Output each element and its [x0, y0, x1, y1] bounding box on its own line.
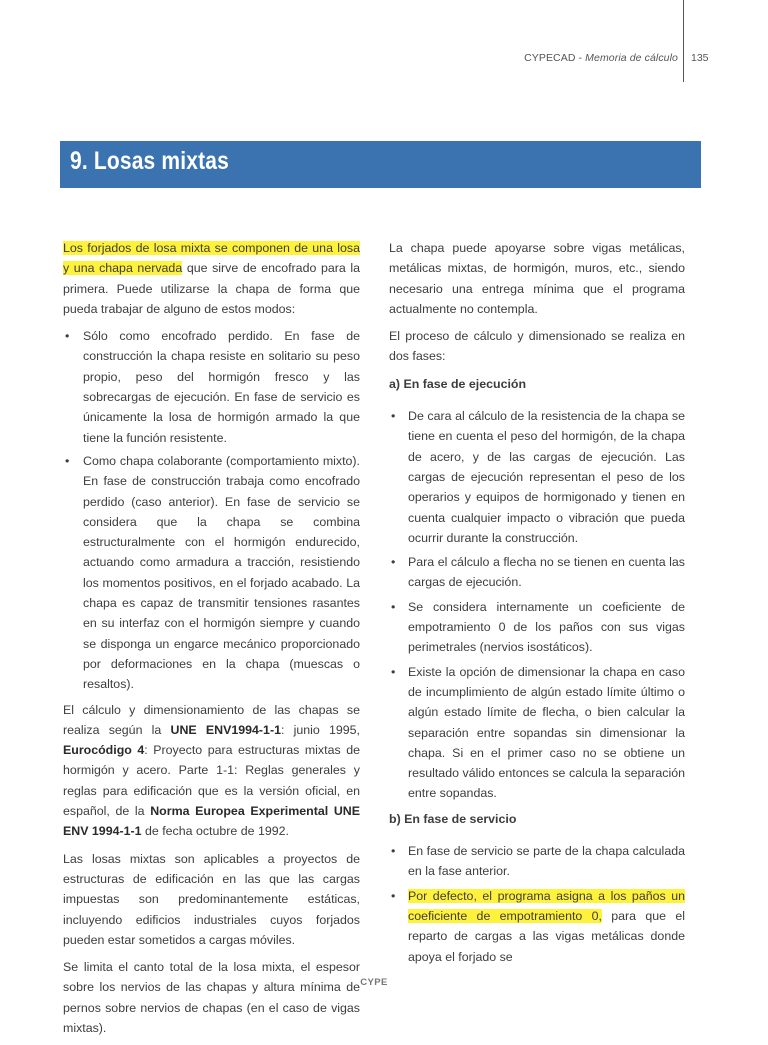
limits-paragraph: Se limita el canto total de la losa mixta, el espesor sobre los nervios de las chapas y altura mínima de pernos sobre nervios de chapas (en el caso de vigas mixtas).	[63, 960, 360, 1035]
left-column	[63, 238, 360, 1045]
phases-paragraph: El proceso de cálculo y dimensionado se realiza en dos fases:	[389, 329, 685, 364]
highlighted-text: Por defecto, el programa asigna a los paños un coeficiente de empotramiento 0,	[408, 888, 685, 923]
standards-paragraph: El cálculo y dimensionamiento de las chapas se realiza según la UNE ENV1994-1-1: junio 1995, Eurocódigo 4: Proyecto para estructuras mixtas de hormigón y acero. Parte 1-1: Reglas generales y reglas para edificación que es la versión oficial, en español, de la Norma Europea Experimental UNE ENV 1994-1-1 de fecha octubre de 1992.	[63, 702, 361, 839]
section-title: 9. Losas mixtas	[70, 147, 229, 175]
intro-paragraph: Los forjados de losa mixta se componen de una losa y una chapa nervada que sirve de encofrado para la primera. Puede utilizarse la chapa de forma que pueda trabajar de alguno de estos modos:	[63, 241, 361, 316]
heading-service-phase: b) En fase de servicio	[389, 811, 517, 826]
list-item: • Para el cálculo a flecha no se tienen en cuenta las cargas de ejecución.	[389, 552, 685, 593]
doc-title: Memoria de cálculo	[585, 52, 678, 64]
footer-label: CYPE	[360, 977, 388, 988]
list-item: • Sólo como encofrado perdido. En fase de construcción la chapa resiste en solitario su peso propio, peso del hormigón fresco y las sobrecargas de ejecución. En fase de servicio es únicamente la losa de hormigón armado la que tiene la función resistente.	[63, 326, 360, 448]
doc-prefix: CYPECAD -	[524, 52, 586, 64]
list-item: • Como chapa colaborante (comportamiento mixto). En fase de construcción trabaja como encofrado perdido (caso anterior). En fase de servicio se considera que la chapa se combina estructuralmente con el hormigón endurecido, actuando como armadura a tracción, resistiendo los momentos positivos, en el forjado acabado. La chapa es capaz de transmitir tensiones rasantes en su interfaz con el hormigón siempre y cuando se disponga un engarce mecánico proporcionado por deformaciones en la chapa (muescas o resaltos).	[63, 451, 360, 695]
header-divider	[683, 0, 684, 82]
right-column	[389, 238, 685, 972]
section-banner	[60, 141, 701, 188]
execution-list	[389, 406, 685, 804]
service-list	[389, 841, 685, 967]
list-item: • Existe la opción de dimensionar la chapa en caso de incumplimiento de algún estado límite último o algún estado límite de flecha, o bien calcular la separación entre sopandas sin dimensionar la chapa. Si en el primer caso no se obtiene un resultado válido entonces se calcula la separación entre sopandas.	[389, 662, 685, 804]
heading-execution-phase: a) En fase de ejecución	[389, 376, 527, 391]
list-item: • Por defecto, el programa asigna a los paños un coeficiente de empotramiento 0, para que el reparto de cargas a las vigas metálicas donde apoya el forjado se	[389, 886, 685, 967]
list-item: • De cara al cálculo de la resistencia de la chapa se tiene en cuenta el peso del hormigón, de la chapa de acero, y de las cargas de ejecución. Las cargas de ejecución representan el peso de los operarios y equipos de hormigonado y tienen en cuenta cualquier impacto o vibración que pueda ocurrir durante la construcción.	[389, 406, 685, 548]
list-item: • En fase de servicio se parte de la chapa calculada en la fase anterior.	[389, 841, 685, 882]
support-paragraph: La chapa puede apoyarse sobre vigas metálicas, metálicas mixtas, de hormigón, muros, etc., siendo necesario una entrega mínima que el programa actualmente no contempla.	[389, 241, 685, 316]
highlighted-text: Los forjados de losa mixta se componen de una losa y una chapa nervada	[63, 241, 360, 276]
list-item: • Se considera internamente un coeficiente de empotramiento 0 de los paños con sus vigas perimetrales (nervios isostáticos).	[389, 597, 685, 658]
page-number: 135	[691, 52, 709, 64]
applicability-paragraph: Las losas mixtas son aplicables a proyectos de estructuras de edificación en las que las cargas impuestas son predominantemente estáticas, incluyendo edificios industriales cuyos forjados pueden estar sometidos a cargas móviles.	[63, 851, 360, 947]
modes-list	[63, 326, 360, 694]
running-header	[524, 52, 678, 64]
